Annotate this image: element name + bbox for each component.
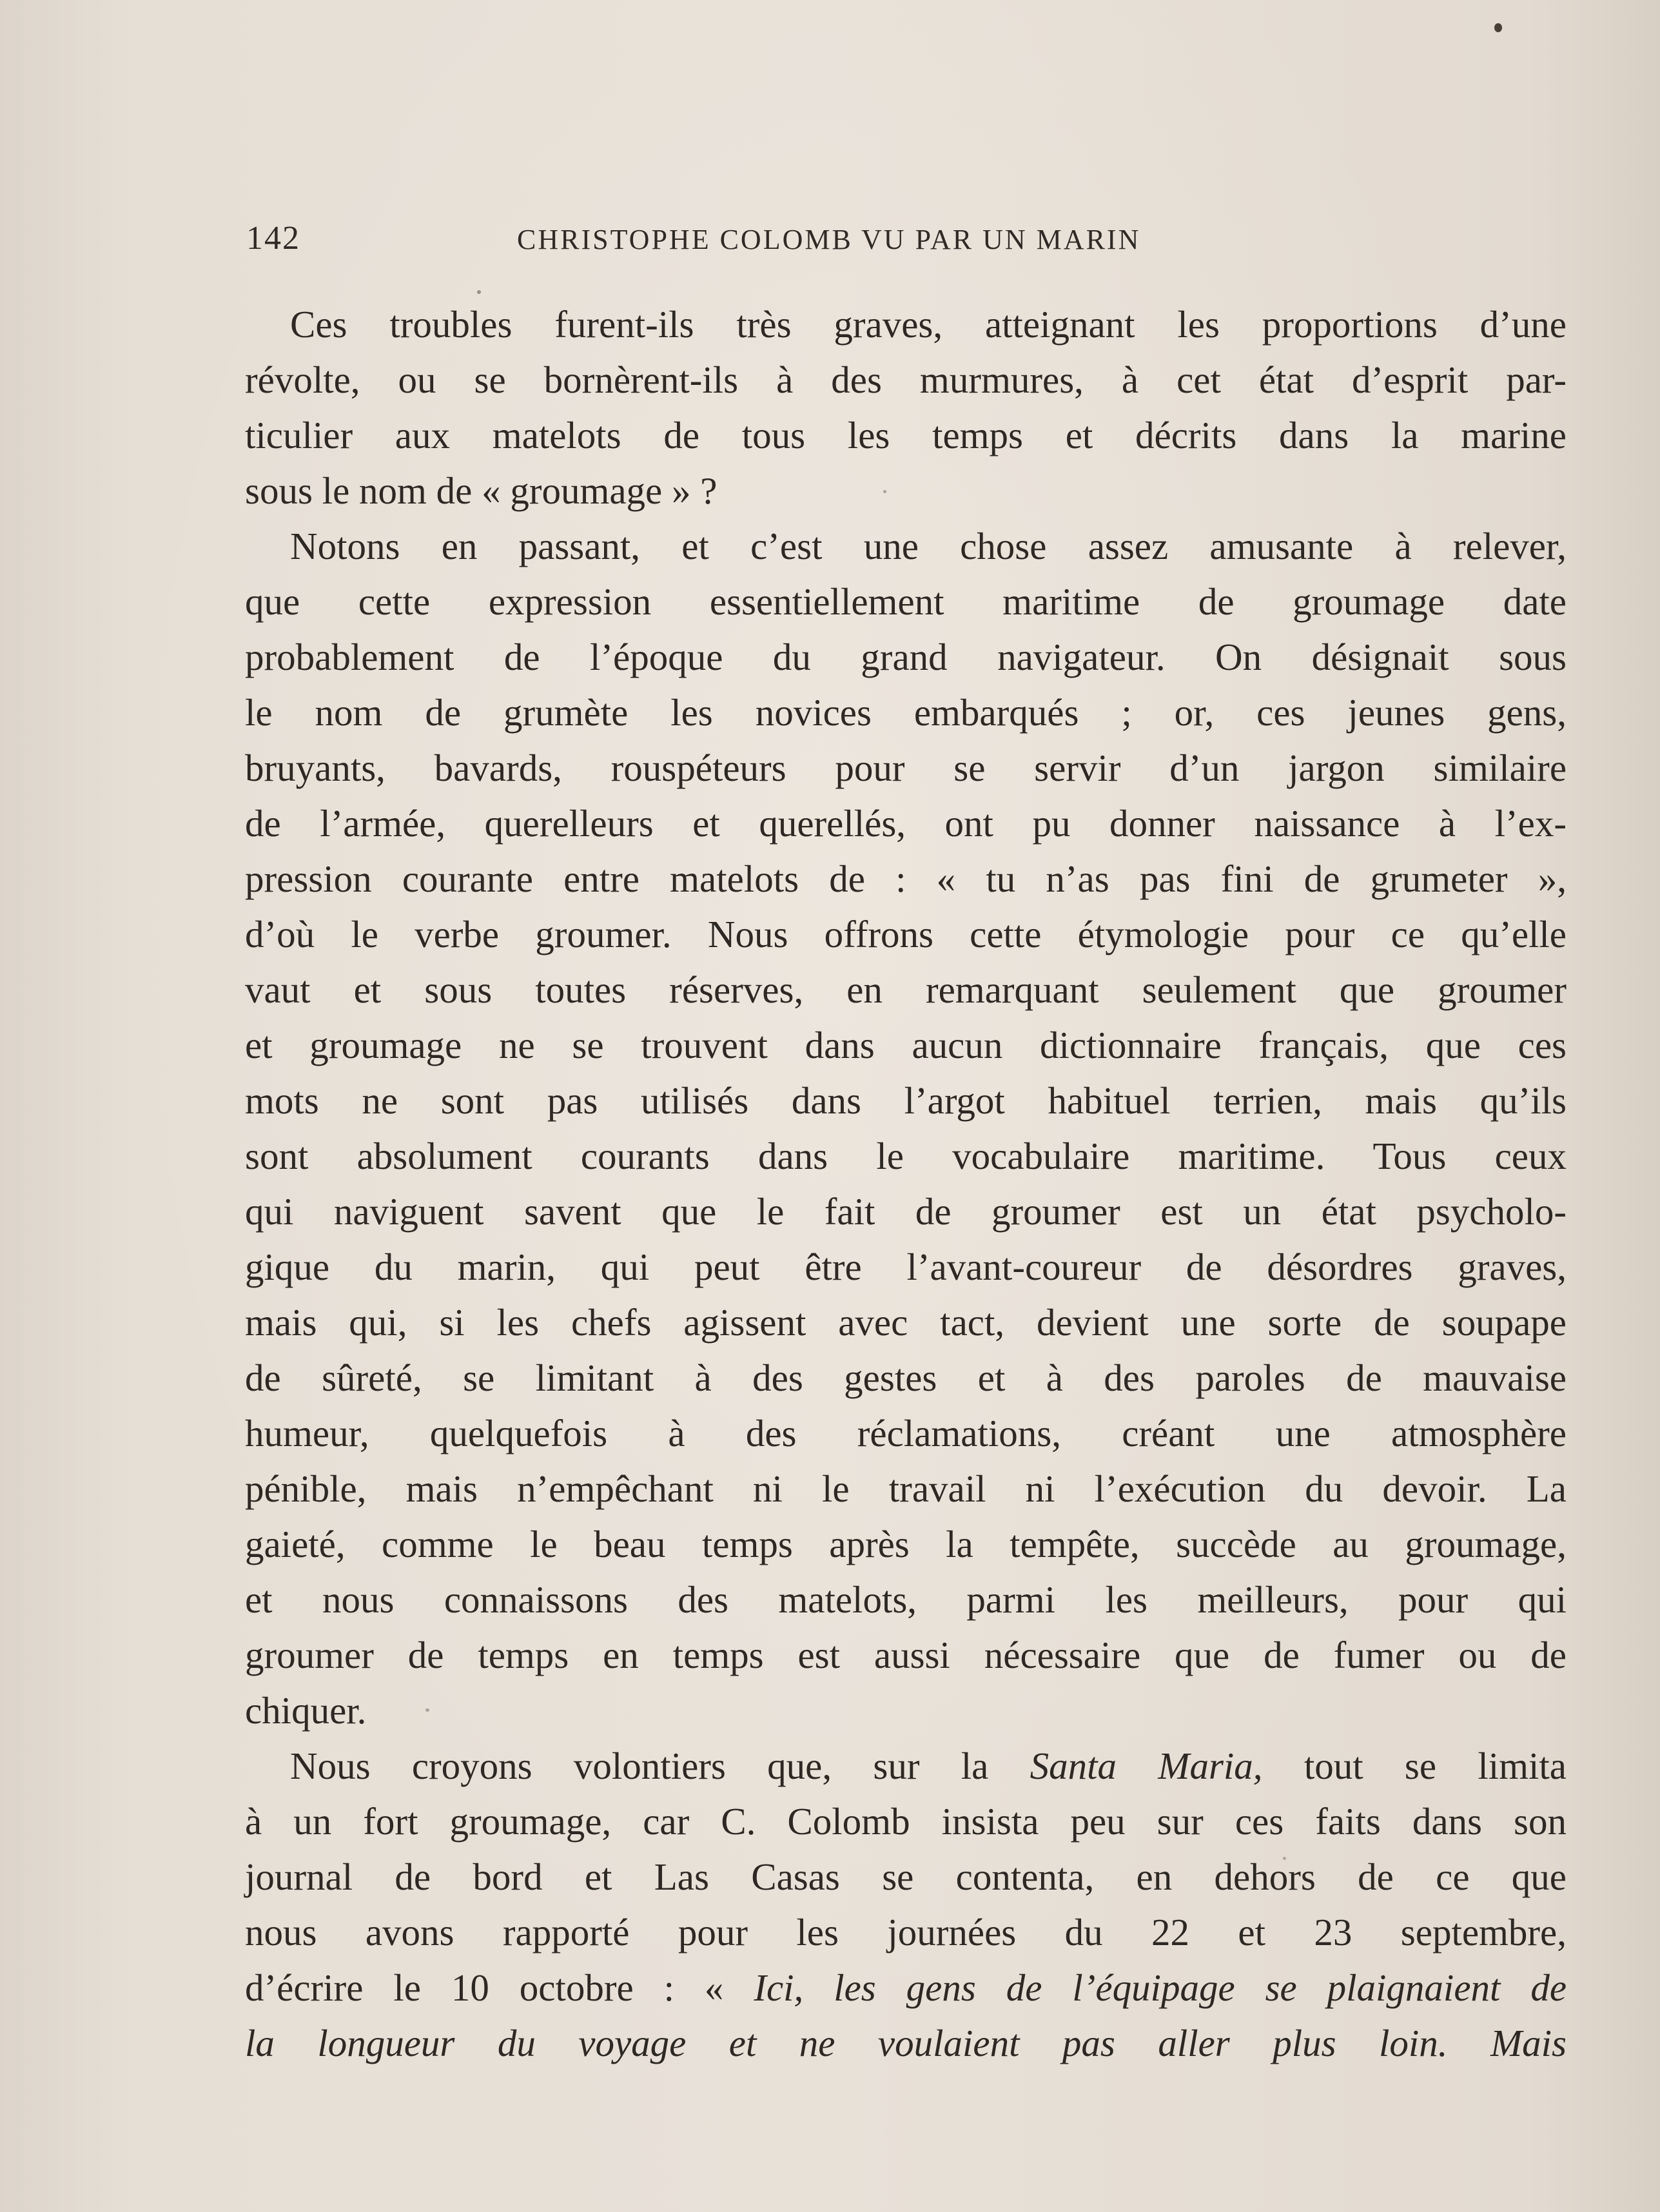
text-line: d’où le verbe groumer. Nous offrons cette étymologie pour ce qu’elle: [245, 913, 1567, 955]
text-line: [245, 1960, 1567, 2015]
body-text: [245, 297, 1567, 2071]
text-line: [245, 2015, 1567, 2071]
italic-run: Ici, les gens de l’équipage se plaignaient de: [754, 1966, 1567, 2009]
text-line: humeur, quelquefois à des réclamations, créant une atmosphère: [245, 1412, 1567, 1454]
text-line: et groumage ne se trouvent dans aucun dictionnaire français, que ces: [245, 1024, 1567, 1066]
text-line: groumer de temps en temps est aussi nécessaire que de fumer ou de: [245, 1634, 1567, 1676]
paper-speck: [883, 490, 886, 493]
paper-speck: [477, 290, 481, 294]
text-run: Nous croyons volontiers que, sur la: [290, 1745, 1030, 1787]
text-line: Ces troubles furent-ils très graves, atteignant les proportions d’une: [290, 303, 1567, 346]
text-line: chiquer.: [245, 1689, 367, 1732]
text-line: que cette expression essentiellement maritime de groumage date: [245, 580, 1567, 623]
text-line: bruyants, bavards, rouspéteurs pour se servir d’un jargon similaire: [245, 747, 1567, 789]
text-run: d’écrire le 10 octobre : «: [245, 1966, 754, 2009]
text-line: sont absolument courants dans le vocabulaire maritime. Tous ceux: [245, 1135, 1567, 1177]
paper-speck: [425, 1708, 429, 1712]
running-title: CHRISTOPHE COLOMB VU PAR UN MARIN: [517, 224, 1141, 255]
text-line: probablement de l’époque du grand navigateur. On désignait sous: [245, 636, 1567, 678]
text-line: pression courante entre matelots de : « tu n’as pas fini de grumeter »,: [245, 857, 1567, 900]
text-line: ticulier aux matelots de tous les temps et décrits dans la marine: [245, 414, 1567, 456]
text-line: vaut et sous toutes réserves, en remarquant seulement que groumer: [245, 968, 1567, 1011]
paper-speck: [1494, 23, 1502, 32]
text-line: de sûreté, se limitant à des gestes et à des paroles de mauvaise: [245, 1356, 1567, 1399]
paper-speck: [1283, 1857, 1286, 1860]
text-line: gaieté, comme le beau temps après la tempête, succède au groumage,: [245, 1523, 1567, 1565]
text-line: mais qui, si les chefs agissent avec tact, devient une sorte de soupape: [245, 1301, 1567, 1344]
text-line: le nom de grumète les novices embarqués ; or, ces jeunes gens,: [245, 691, 1567, 734]
text-line: nous avons rapporté pour les journées du 22 et 23 septembre,: [245, 1911, 1567, 1953]
text-line: qui naviguent savent que le fait de groumer est un état psycholo-: [245, 1190, 1567, 1233]
text-line: de l’armée, querelleurs et querellés, ont pu donner naissance à l’ex-: [245, 802, 1567, 845]
page-number: 142: [246, 220, 300, 257]
text-run: tout se limita: [1262, 1745, 1567, 1787]
text-line: pénible, mais n’empêchant ni le travail ni l’exécution du devoir. La: [245, 1467, 1567, 1510]
text-line: sous le nom de « groumage » ?: [245, 469, 718, 512]
text-line: journal de bord et Las Casas se contenta, en dehors de ce que: [245, 1855, 1567, 1898]
italic-run: Santa Maria,: [1030, 1745, 1263, 1787]
text-line: [245, 1738, 1567, 1794]
text-line: et nous connaissons des matelots, parmi les meilleurs, pour qui: [245, 1578, 1567, 1621]
text-line: mots ne sont pas utilisés dans l’argot habituel terrien, mais qu’ils: [245, 1079, 1567, 1122]
text-line: gique du marin, qui peut être l’avant-coureur de désordres graves,: [245, 1246, 1567, 1288]
text-line: Notons en passant, et c’est une chose assez amusante à relever,: [290, 525, 1567, 567]
text-line: révolte, ou se bornèrent-ils à des murmures, à cet état d’esprit par-: [245, 358, 1567, 401]
text-line: à un fort groumage, car C. Colomb insista peu sur ces faits dans son: [245, 1800, 1567, 1843]
running-head: [246, 219, 1304, 258]
italic-run: la longueur du voyage et ne voulaient pas aller plus loin. Mais: [245, 2022, 1567, 2064]
